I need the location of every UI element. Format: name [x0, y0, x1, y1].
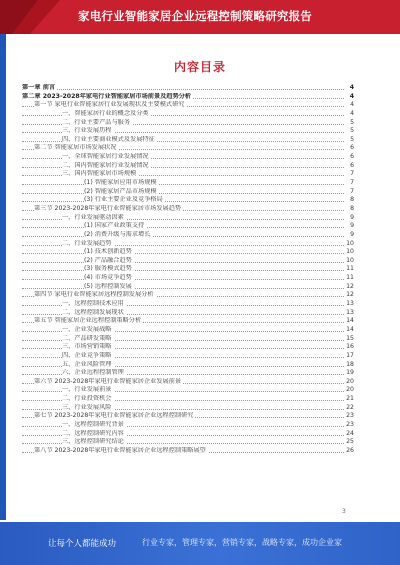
toc-entry[interactable] — [22, 326, 354, 335]
toc-entry[interactable] — [22, 205, 354, 214]
toc-entry[interactable] — [22, 179, 354, 188]
toc-entry-title: 第七节 2023-2028年家电行业智能家居企业远程控制研究 — [34, 412, 194, 420]
toc-entry-page: 9 — [350, 213, 354, 221]
report-header — [0, 0, 400, 34]
toc-entry[interactable] — [22, 188, 354, 197]
toc-entry-page: 8 — [350, 196, 354, 204]
toc-entry-title: 一、行业发展前景 — [62, 386, 112, 394]
toc-entry-title: 一、企业发展战略 — [62, 325, 112, 333]
toc-entry[interactable] — [22, 265, 354, 274]
toc-dot-leader — [22, 193, 344, 194]
toc-entry-title: 第五节 智能家居企业远程控制策略分析 — [34, 317, 142, 325]
toc-entry[interactable] — [22, 274, 354, 283]
toc-entry-page: 7 — [350, 170, 354, 178]
table-of-contents — [22, 84, 354, 456]
toc-entry-page: 14 — [346, 317, 354, 325]
toc-entry[interactable] — [22, 412, 354, 421]
toc-entry-title: (1) 国家产业政策支持 — [84, 222, 145, 230]
toc-entry-page: 22 — [346, 403, 354, 411]
toc-entry-title: 第二章 2023-2028年家电行业智能家居市场前景及趋势分析 — [22, 92, 192, 100]
toc-entry[interactable] — [22, 84, 354, 93]
toc-entry[interactable] — [22, 361, 354, 370]
toc-entry[interactable] — [22, 144, 354, 153]
toc-entry[interactable] — [22, 162, 354, 171]
toc-entry[interactable] — [22, 170, 354, 179]
toc-entry-page: 5 — [350, 135, 354, 143]
toc-entry-page: 13 — [346, 300, 354, 308]
toc-entry-page: 8 — [350, 204, 354, 212]
toc-dot-leader — [22, 227, 344, 228]
toc-entry[interactable] — [22, 231, 354, 240]
toc-entry[interactable] — [22, 395, 354, 404]
header-decoration-icon — [0, 0, 60, 34]
toc-entry[interactable] — [22, 300, 354, 309]
toc-entry-page: 10 — [346, 248, 354, 256]
toc-entry-page: 16 — [346, 343, 354, 351]
toc-entry-title: 四、行业主要商业模式及发展特征 — [62, 135, 155, 143]
toc-entry-page: 7 — [350, 179, 354, 187]
toc-entry-title: (2) 消费升级与需求增长 — [84, 230, 151, 238]
toc-entry[interactable] — [22, 93, 354, 102]
toc-entry-title: 第二节 智能家居市场发展状况 — [34, 144, 117, 152]
footer-slogan: 让每个人都能成功 — [48, 539, 117, 549]
toc-dot-leader — [22, 201, 344, 202]
toc-entry[interactable] — [22, 386, 354, 395]
toc-entry[interactable] — [22, 196, 354, 205]
toc-entry-page: 9 — [350, 222, 354, 230]
toc-dot-leader — [22, 288, 344, 289]
toc-entry[interactable] — [22, 378, 354, 387]
toc-entry-title: 第三节 2023-2028年家电行业智能家居市场发展趋势 — [34, 204, 182, 212]
toc-entry-title: (1) 技术创新趋势 — [84, 248, 132, 256]
toc-dot-leader — [22, 236, 344, 237]
toc-entry-page: 17 — [346, 351, 354, 359]
toc-entry-title: 二、行业投资机会 — [62, 395, 112, 403]
toc-entry-page: 12 — [346, 282, 354, 290]
toc-entry-title: 第八节 2023-2028年家电行业智能家居企业远程控制策略展望 — [34, 446, 206, 454]
toc-entry-page: 11 — [346, 265, 354, 273]
toc-entry-title: (2) 智能家居产品市场规模 — [84, 187, 157, 195]
toc-entry-title: (3) 服务模式趋势 — [84, 265, 132, 273]
toc-entry-title: 第六节 2023-2028年家电行业智能家居企业发展前景 — [34, 377, 182, 385]
toc-entry-title: 第一节 家电行业智能家居行业发展现状及主要模式研究 — [34, 101, 185, 109]
toc-entry-page: 12 — [346, 291, 354, 299]
toc-entry-title: 三、远程控制研究结论 — [62, 438, 124, 446]
toc-entry[interactable] — [22, 110, 354, 119]
toc-entry[interactable] — [22, 240, 354, 249]
toc-entry-page: 15 — [346, 334, 354, 342]
toc-entry[interactable] — [22, 248, 354, 257]
toc-entry[interactable] — [22, 222, 354, 231]
toc-entry-page: 10 — [346, 239, 354, 247]
toc-entry[interactable] — [22, 291, 354, 300]
toc-entry[interactable] — [22, 447, 354, 456]
toc-entry-page: 7 — [350, 187, 354, 195]
toc-entry-page: 24 — [346, 429, 354, 437]
toc-entry-page: 11 — [346, 274, 354, 282]
toc-dot-leader — [22, 270, 344, 271]
page-number: 3 — [342, 508, 346, 515]
toc-entry-page: 5 — [350, 118, 354, 126]
toc-entry-page: 21 — [346, 395, 354, 403]
toc-entry[interactable] — [22, 136, 354, 145]
toc-entry[interactable] — [22, 421, 354, 430]
left-accent-bar — [0, 34, 6, 520]
toc-dot-leader — [22, 253, 344, 254]
toc-heading: 内容目录 — [173, 60, 226, 74]
toc-entry[interactable] — [22, 309, 354, 318]
toc-entry-page: 4 — [350, 101, 354, 109]
toc-entry-page: 25 — [346, 438, 354, 446]
toc-entry[interactable] — [22, 438, 354, 447]
report-title: 家电行业智能家居企业远程控制策略研究报告 — [78, 9, 312, 23]
toc-entry-title: 二、远程控制研究内容 — [62, 429, 124, 437]
toc-entry[interactable] — [22, 335, 354, 344]
toc-entry-page: 23 — [346, 420, 354, 428]
toc-dot-leader — [22, 184, 344, 185]
toc-entry-title: 一、全球智能家居行业发展情况 — [62, 153, 149, 161]
toc-entry-title: 三、国内智能家居市场规模 — [62, 170, 137, 178]
toc-entry-page: 6 — [350, 153, 354, 161]
toc-entry[interactable] — [22, 404, 354, 413]
toc-entry[interactable] — [22, 127, 354, 136]
toc-entry[interactable] — [22, 317, 354, 326]
toc-entry-page: 20 — [346, 377, 354, 385]
toc-entry-title: 一、远程控制技术应用 — [62, 300, 124, 308]
toc-entry-page: 5 — [350, 127, 354, 135]
toc-entry-title: (1) 智能家居应用市场规模 — [84, 179, 157, 187]
toc-entry-title: 六、企业远程控制管理 — [62, 369, 124, 377]
toc-entry-title: 四、企业竞争策略 — [62, 351, 112, 359]
toc-entry-page: 14 — [346, 325, 354, 333]
toc-entry-page: 6 — [350, 161, 354, 169]
toc-entry-title: 一、行业发展驱动因素 — [62, 213, 124, 221]
toc-entry[interactable] — [22, 343, 354, 352]
toc-entry-title: 三、行业发展历程 — [62, 127, 112, 135]
toc-entry-title: 一、智能家居行业的概念及分类 — [62, 109, 149, 117]
toc-entry-title: 二、国内智能家居行业发展情况 — [62, 161, 149, 169]
toc-entry-page: 19 — [346, 369, 354, 377]
toc-entry-page: 4 — [349, 84, 354, 91]
toc-dot-leader — [22, 262, 344, 263]
toc-entry[interactable] — [22, 119, 354, 128]
toc-entry-title: (5) 远程控制发展 — [84, 282, 132, 290]
toc-entry-title: 二、行业发展趋势 — [62, 239, 112, 247]
toc-entry[interactable] — [22, 257, 354, 266]
toc-entry-page: 6 — [350, 144, 354, 152]
toc-entry[interactable] — [22, 369, 354, 378]
toc-entry-title: (4) 市场竞争趋势 — [84, 274, 132, 282]
toc-entry-page: 4 — [350, 109, 354, 117]
toc-entry-title: 五、企业风险管理 — [62, 360, 112, 368]
toc-entry-title: (2) 产品融合趋势 — [84, 256, 132, 264]
toc-entry-title: 一、远程控制研究背景 — [62, 420, 124, 428]
toc-entry[interactable] — [22, 430, 354, 439]
toc-entry-page: 10 — [346, 256, 354, 264]
toc-entry-page: 13 — [346, 308, 354, 316]
toc-entry[interactable] — [22, 283, 354, 292]
toc-entry-page: 23 — [346, 412, 354, 420]
toc-entry-page: 4 — [349, 92, 354, 100]
footer-expert-list: 行业专家，管理专家，营销专家，战略专家，成功企业家 — [142, 538, 342, 547]
toc-dot-leader — [22, 279, 344, 280]
toc-entry-title: 二、产品研发策略 — [62, 334, 112, 342]
toc-entry[interactable] — [22, 214, 354, 223]
toc-entry-title: 第四节 家电行业智能家居远程控制发展分析 — [34, 291, 154, 299]
toc-entry-page: 18 — [346, 360, 354, 368]
toc-entry[interactable] — [22, 153, 354, 162]
toc-entry-title: (3) 行业主要企业及竞争格局 — [84, 196, 163, 204]
toc-entry-title: 二、行业主要产品与服务 — [62, 118, 131, 126]
toc-entry[interactable] — [22, 352, 354, 361]
toc-entry-page: 9 — [350, 230, 354, 238]
toc-entry-title: 二、远程控制发展现状 — [62, 308, 124, 316]
toc-entry[interactable] — [22, 101, 354, 110]
toc-entry-title: 三、行业发展风险 — [62, 403, 112, 411]
footer-banner — [0, 522, 400, 565]
toc-entry-page: 26 — [346, 446, 354, 454]
toc-entry-title: 第一章 前言 — [22, 84, 56, 91]
toc-entry-title: 三、市场营销策略 — [62, 343, 112, 351]
toc-dot-leader — [22, 89, 344, 90]
toc-entry-page: 20 — [346, 386, 354, 394]
